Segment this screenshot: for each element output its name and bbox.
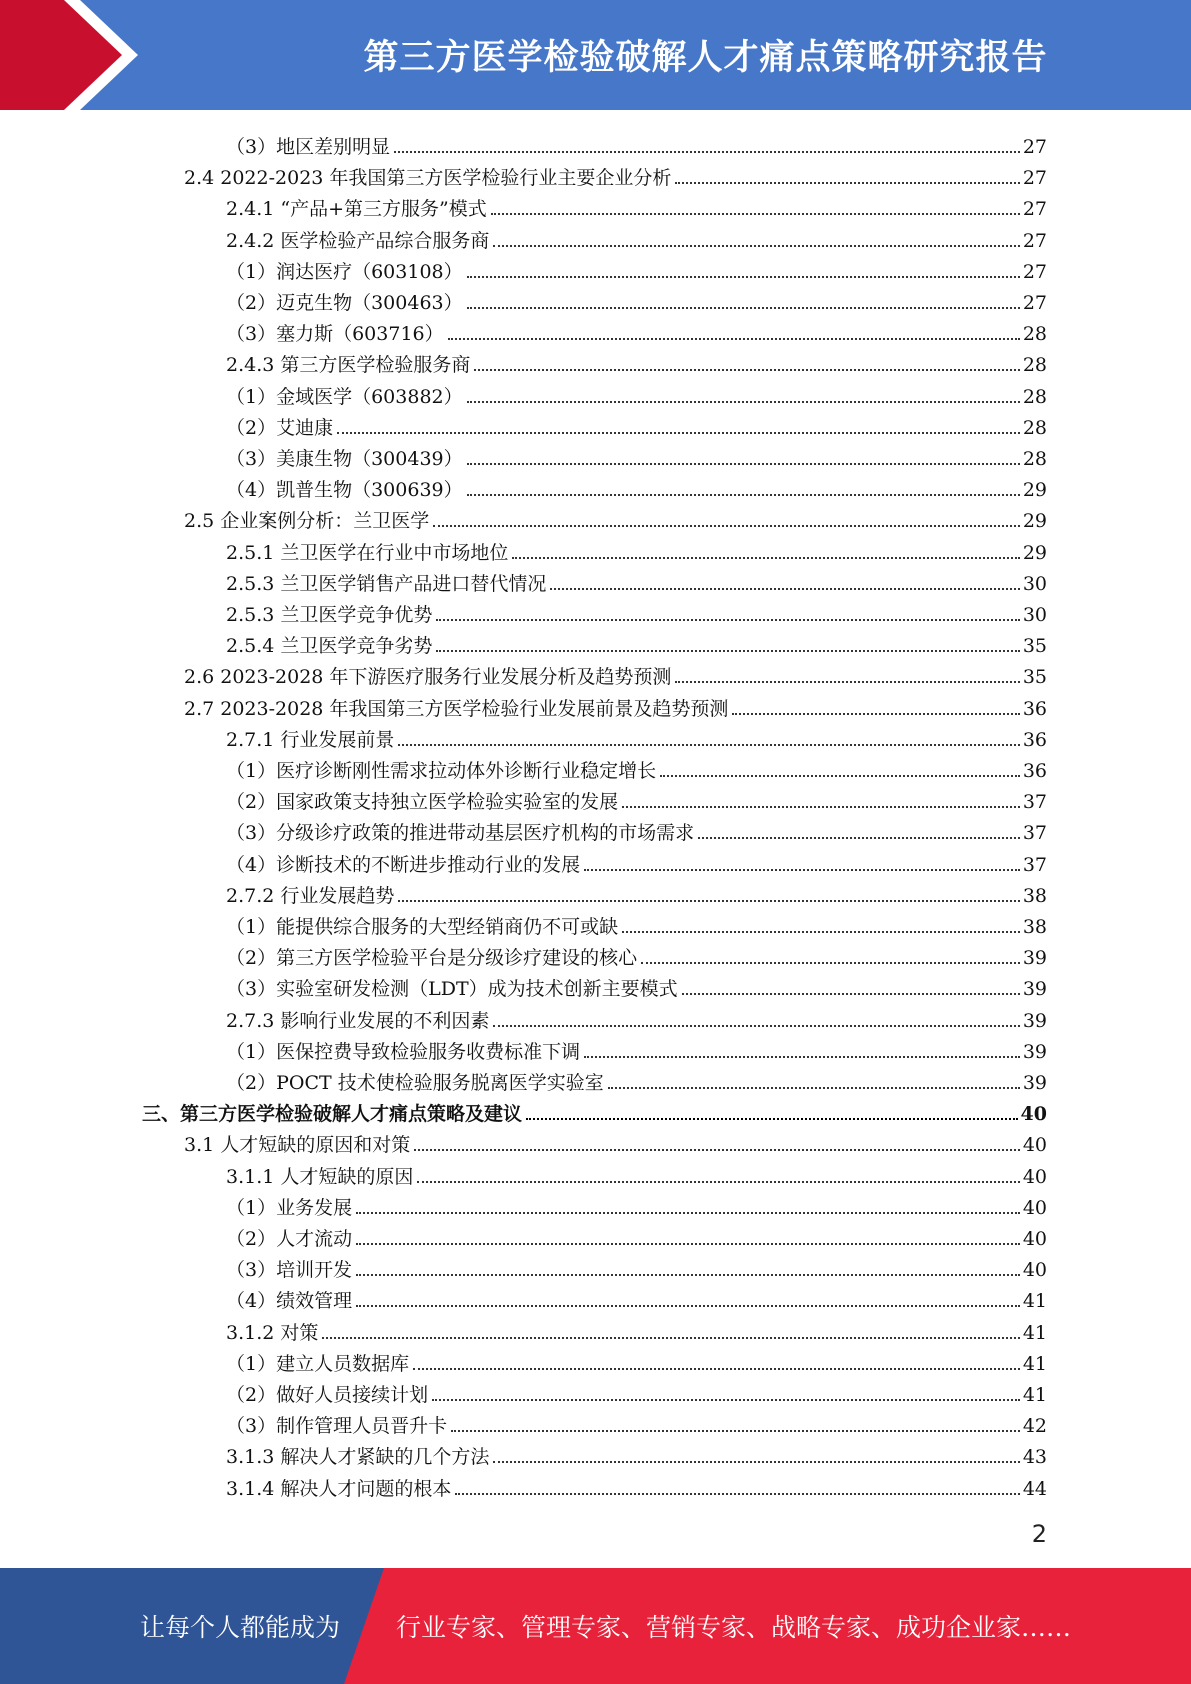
toc-entry-title: （1）业务发展 [226, 1196, 353, 1219]
toc-dot-leader [414, 1149, 1020, 1151]
toc-entry[interactable] [226, 845, 1047, 876]
toc-entry-page: 35 [1022, 666, 1047, 689]
toc-entry-page: 41 [1022, 1321, 1047, 1344]
toc-dot-leader [356, 1305, 1020, 1307]
toc-dot-leader [467, 401, 1020, 403]
toc-entry[interactable] [184, 1125, 1047, 1156]
toc-dot-leader [413, 1368, 1020, 1370]
toc-entry-page: 41 [1022, 1384, 1047, 1406]
toc-entry[interactable] [184, 689, 1047, 720]
toc-dot-leader [337, 432, 1020, 434]
footer-banner [0, 1568, 1191, 1684]
toc-entry[interactable] [226, 595, 1047, 626]
toc-dot-leader [491, 213, 1020, 215]
toc-entry-title: （1）建立人员数据库 [226, 1352, 410, 1375]
toc-dot-leader [474, 369, 1019, 371]
toc-entry[interactable] [226, 1032, 1047, 1063]
toc-entry-page: 39 [1022, 1009, 1047, 1032]
toc-entry-title: 2.5.1 兰卫医学在行业中市场地位 [226, 541, 509, 564]
report-title: 第三方医学检验破解人才痛点策略研究报告 [363, 38, 1048, 78]
toc-dot-leader [467, 307, 1020, 309]
toc-dot-leader [526, 1118, 1018, 1120]
toc-entry-title: （2）艾迪康 [226, 416, 334, 439]
toc-entry[interactable] [226, 1469, 1047, 1500]
toc-dot-leader [356, 1212, 1020, 1214]
toc-entry-title: （3）塞力斯（603716） [226, 323, 444, 346]
toc-entry-page: 35 [1022, 635, 1047, 658]
toc-entry-page: 40 [1022, 1134, 1047, 1157]
toc-entry[interactable] [226, 1219, 1047, 1250]
toc-entry-page: 28 [1022, 448, 1047, 470]
page-number: 2 [1031, 1520, 1047, 1548]
toc-entry-title: （3）美康生物（300439） [226, 448, 463, 470]
toc-dot-leader [436, 619, 1019, 621]
toc-entry-page: 43 [1022, 1446, 1047, 1469]
toc-dot-leader [608, 1087, 1020, 1089]
toc-entry-title: 3.1 人才短缺的原因和对策 [184, 1134, 411, 1157]
toc-dot-leader [394, 151, 1020, 153]
toc-dot-leader [455, 1493, 1019, 1495]
toc-dot-leader [584, 869, 1020, 871]
toc-entry-title: 2.4 2022-2023 年我国第三方医学检验行业主要企业分析 [184, 167, 672, 190]
toc-entry[interactable] [226, 221, 1047, 252]
toc-entry-title: （2）POCT 技术使检验服务脱离医学实验室 [226, 1072, 604, 1094]
footer-slogan-left: 让每个人都能成为 [140, 1613, 341, 1642]
toc-entry-page: 37 [1022, 822, 1047, 845]
toc-entry[interactable] [226, 1437, 1047, 1468]
toc-entry-page: 28 [1022, 323, 1047, 346]
toc-entry-title: 2.7.2 行业发展趋势 [226, 884, 395, 907]
toc-entry-title: （3）实验室研发检测（LDT）成为技术创新主要模式 [226, 978, 678, 1001]
toc-dot-leader [398, 900, 1019, 902]
toc-dot-leader [398, 744, 1019, 746]
toc-dot-leader [622, 806, 1020, 808]
toc-entry-title: 2.7 2023-2028 年我国第三方医学检验行业发展前景及趋势预测 [184, 697, 729, 720]
toc-entry[interactable] [226, 439, 1047, 470]
toc-dot-leader [493, 245, 1019, 247]
toc-entry[interactable] [226, 377, 1047, 408]
toc-entry[interactable] [226, 907, 1047, 938]
toc-entry-title: 三、第三方医学检验破解人才痛点策略及建议 [142, 1103, 523, 1126]
toc-entry[interactable] [226, 408, 1047, 439]
toc-entry-title: （2）国家政策支持独立医学检验实验室的发展 [226, 791, 619, 814]
toc-dot-leader [622, 931, 1020, 933]
toc-entry-page: 40 [1022, 1196, 1047, 1219]
toc-entry-title: （1）医疗诊断刚性需求拉动体外诊断行业稳定增长 [226, 760, 657, 782]
toc-entry-page: 40 [1022, 1165, 1047, 1188]
toc-entry-title: 3.1.2 对策 [226, 1321, 319, 1344]
toc-entry-page: 27 [1022, 198, 1047, 221]
toc-dot-leader [641, 962, 1020, 964]
toc-entry-title: （2）做好人员接续计划 [226, 1384, 429, 1406]
toc-entry-page: 36 [1022, 728, 1047, 751]
toc-dot-leader [493, 1025, 1019, 1027]
toc-entry-title: （1）金域医学（603882） [226, 385, 463, 408]
toc-entry[interactable] [226, 1063, 1047, 1094]
toc-dot-leader [436, 650, 1019, 652]
toc-entry-title: 2.5.4 兰卫医学竞争劣势 [226, 635, 433, 658]
toc-entry[interactable] [226, 969, 1047, 1000]
toc-entry-title: （2）迈克生物（300463） [226, 292, 463, 314]
toc-entry-title: 2.4.3 第三方医学检验服务商 [226, 354, 471, 377]
toc-dot-leader [660, 775, 1020, 777]
toc-entry[interactable] [226, 1406, 1047, 1437]
toc-entry-title: （3）制作管理人员晋升卡 [226, 1415, 448, 1438]
toc-entry-title: 3.1.1 人才短缺的原因 [226, 1165, 414, 1188]
toc-entry-title: （1）医保控费导致检验服务收费标准下调 [226, 1040, 581, 1063]
toc-dot-leader [467, 463, 1020, 465]
toc-entry-title: （1）能提供综合服务的大型经销商仍不可或缺 [226, 916, 619, 938]
toc-entry[interactable] [226, 470, 1047, 501]
toc-entry-page: 39 [1022, 1072, 1047, 1094]
toc-entry[interactable] [226, 1281, 1047, 1312]
toc-entry-title: （3）地区差别明显 [226, 136, 391, 158]
toc-entry-page: 40 [1022, 1259, 1047, 1282]
toc-entry[interactable] [226, 283, 1047, 314]
toc-entry-page: 27 [1022, 260, 1047, 283]
toc-entry-page: 28 [1022, 416, 1047, 439]
toc-dot-leader [322, 1337, 1019, 1339]
header-bar [0, 0, 1191, 110]
toc-entry-title: （2）人才流动 [226, 1228, 353, 1250]
toc-entry[interactable] [184, 657, 1047, 688]
toc-entry-title: 2.5.3 兰卫医学销售产品进口替代情况 [226, 572, 547, 595]
toc-entry-page: 27 [1022, 136, 1047, 158]
toc-entry-page: 39 [1022, 947, 1047, 970]
toc-entry[interactable] [184, 158, 1047, 189]
toc-entry[interactable] [226, 938, 1047, 969]
toc-dot-leader [512, 557, 1019, 559]
toc-dot-leader [432, 1399, 1020, 1401]
toc-entry-page: 44 [1022, 1477, 1047, 1500]
toc-entry-title: 3.1.4 解决人才问题的根本 [226, 1477, 452, 1500]
toc-entry-page: 28 [1022, 385, 1047, 408]
toc-entry-page: 36 [1022, 760, 1047, 782]
toc-entry-page: 36 [1022, 697, 1047, 720]
toc-entry-page: 39 [1022, 1040, 1047, 1063]
toc-entry[interactable] [226, 252, 1047, 283]
toc-entry-page: 37 [1022, 853, 1047, 876]
toc-entry-page: 29 [1022, 510, 1047, 533]
toc-entry[interactable] [226, 1250, 1047, 1281]
toc-entry-title: 2.7.3 影响行业发展的不利因素 [226, 1009, 490, 1032]
toc-entry-title: 2.7.1 行业发展前景 [226, 728, 395, 751]
toc-entry-page: 39 [1022, 978, 1047, 1001]
toc-entry-title: （4）凯普生物（300639） [226, 479, 463, 502]
toc-entry[interactable] [226, 813, 1047, 844]
toc-dot-leader [550, 588, 1019, 590]
toc-entry-title: 2.5.3 兰卫医学竞争优势 [226, 604, 433, 626]
toc-dot-leader [433, 525, 1020, 527]
toc-dot-leader [448, 338, 1020, 340]
toc-dot-leader [356, 1274, 1020, 1276]
toc-entry-title: 2.5 企业案例分析：兰卫医学 [184, 510, 430, 533]
toc-dot-leader [682, 993, 1020, 995]
toc-dot-leader [698, 837, 1020, 839]
toc-entry-title: 2.4.1 “产品+第三方服务”模式 [226, 198, 487, 221]
toc-entry-page: 40 [1020, 1103, 1047, 1126]
toc-entry[interactable] [226, 564, 1047, 595]
toc-entry-page: 28 [1022, 354, 1047, 377]
toc-entry-page: 37 [1022, 791, 1047, 814]
toc-entry[interactable] [226, 1313, 1047, 1344]
toc-entry[interactable] [226, 1188, 1047, 1219]
toc-entry[interactable] [226, 782, 1047, 813]
toc-entry-page: 29 [1022, 541, 1047, 564]
toc-entry-page: 38 [1022, 884, 1047, 907]
toc-entry[interactable] [226, 720, 1047, 751]
toc-entry[interactable] [226, 345, 1047, 376]
toc-entry[interactable] [226, 876, 1047, 907]
toc-entry-page: 38 [1022, 916, 1047, 938]
toc-entry-title: （1）润达医疗（603108） [226, 260, 463, 283]
toc-dot-leader [356, 1243, 1020, 1245]
toc-entry-title: 2.4.2 医学检验产品综合服务商 [226, 229, 490, 252]
toc-entry-title: （2）第三方医学检验平台是分级诊疗建设的核心 [226, 947, 638, 970]
toc-dot-leader [584, 1056, 1020, 1058]
toc-entry-title: 2.6 2023-2028 年下游医疗服务行业发展分析及趋势预测 [184, 666, 672, 689]
toc-entry-page: 27 [1022, 229, 1047, 252]
toc-dot-leader [675, 681, 1019, 683]
toc-entry[interactable] [226, 1001, 1047, 1032]
toc-dot-leader [467, 276, 1020, 278]
toc-entry[interactable] [226, 626, 1047, 657]
toc-entry[interactable] [226, 314, 1047, 345]
toc-entry-title: （3）培训开发 [226, 1259, 353, 1282]
chevron-logo-icon [0, 0, 240, 110]
toc-dot-leader [675, 182, 1019, 184]
toc-entry[interactable] [142, 1094, 1047, 1125]
toc-entry[interactable] [226, 751, 1047, 782]
toc-entry[interactable] [226, 127, 1047, 158]
toc-entry-page: 29 [1022, 479, 1047, 502]
toc-entry[interactable] [226, 1375, 1047, 1406]
toc-entry-page: 30 [1022, 572, 1047, 595]
toc-dot-leader [451, 1430, 1020, 1432]
toc-entry[interactable] [226, 189, 1047, 220]
toc-dot-leader [732, 713, 1019, 715]
toc-entry-page: 27 [1022, 167, 1047, 190]
toc-entry-page: 41 [1022, 1290, 1047, 1313]
toc-entry-page: 40 [1022, 1228, 1047, 1250]
toc-entry-title: （4）绩效管理 [226, 1290, 353, 1313]
toc-entry[interactable] [184, 501, 1047, 532]
toc-entry-page: 27 [1022, 292, 1047, 314]
toc-entry-page: 41 [1022, 1352, 1047, 1375]
toc-dot-leader [467, 494, 1020, 496]
toc-entry[interactable] [226, 1157, 1047, 1188]
toc-entry-title: 3.1.3 解决人才紧缺的几个方法 [226, 1446, 490, 1469]
toc-dot-leader [493, 1461, 1019, 1463]
toc-entry-page: 30 [1022, 604, 1047, 626]
toc-entry-title: （4）诊断技术的不断进步推动行业的发展 [226, 853, 581, 876]
footer-slogan-right: 行业专家、管理专家、营销专家、战略专家、成功企业家…… [396, 1613, 1072, 1642]
toc-entry[interactable] [226, 1344, 1047, 1375]
toc-entry-title: （3）分级诊疗政策的推进带动基层医疗机构的市场需求 [226, 822, 695, 845]
toc-dot-leader [417, 1181, 1019, 1183]
toc-entry[interactable] [226, 533, 1047, 564]
toc-entry-page: 42 [1022, 1415, 1047, 1438]
